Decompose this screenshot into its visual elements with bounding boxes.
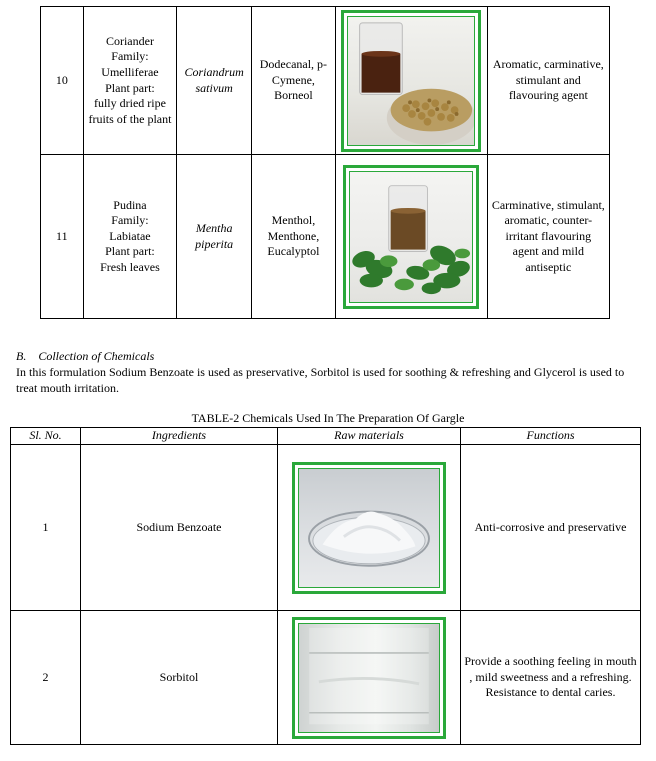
plant-line: Plant part:: [105, 244, 155, 259]
constituent-line: Borneol: [274, 88, 313, 103]
row-number: 11: [41, 155, 84, 319]
section-paragraph: In this formulation Sodium Benzoate is used as preservative, Sorbitol is used for soothing & refreshing and Glycerol is used to treat mouth irritation.: [16, 365, 625, 395]
use-line: agent and mild: [512, 244, 584, 259]
table-row: [11, 445, 641, 611]
function-line: , mild sweetness and a refreshing.: [469, 669, 632, 684]
table-header-row: [11, 428, 641, 445]
use-line: Carminative, stimulant,: [491, 197, 605, 212]
constituent-line: Dodecanal, p-: [259, 57, 328, 72]
table-row: [11, 611, 641, 745]
sorbitol-image: [299, 624, 439, 732]
bio-name-line: piperita: [195, 236, 234, 251]
bio-name-line: Mentha: [195, 220, 233, 235]
function-line: Anti-corrosive and preservative: [474, 519, 627, 534]
row-number: 10: [41, 7, 84, 155]
functions: [461, 611, 641, 745]
table-row: [41, 7, 610, 155]
image-cell: [335, 7, 487, 155]
use-line: antiseptic: [525, 259, 572, 274]
uses: [487, 155, 609, 319]
row-number: 1: [11, 445, 81, 611]
sorbitol-photo: [292, 617, 446, 739]
constituent-line: Eucalyptol: [267, 244, 320, 259]
use-line: stimulant and: [515, 72, 581, 87]
constituent-line: Menthone,: [267, 228, 320, 243]
plant-line: Plant part:: [105, 80, 155, 95]
sodium-benzoate-photo: [292, 462, 446, 594]
sodium-benzoate-image: [299, 469, 439, 587]
plant-info: [83, 155, 177, 319]
section-heading: B. Collection of Chemicals: [16, 349, 155, 363]
plant-line: fully dried ripe: [93, 96, 166, 111]
plant-line: Umelliferae: [101, 64, 159, 79]
use-line: Aromatic, carminative,: [492, 57, 604, 72]
mint-image: [350, 172, 472, 302]
plant-line: Fresh leaves: [100, 259, 160, 274]
plant-name: Coriander: [105, 33, 154, 48]
constituents: [252, 155, 336, 319]
ingredient: Sorbitol: [81, 611, 278, 745]
bio-name-line: sativum: [195, 80, 233, 95]
plants-table: [40, 6, 610, 319]
plant-line: Family:: [111, 49, 149, 64]
header-ingredients: Ingredients: [81, 428, 278, 445]
use-line: aromatic, counter-: [504, 213, 593, 228]
table-row: [41, 155, 610, 319]
bio-name-line: Coriandrum: [184, 64, 244, 79]
coriander-image: [348, 17, 474, 145]
use-line: irritant flavouring: [505, 228, 592, 243]
constituent-line: Menthol,: [271, 213, 316, 228]
plant-line: Family:: [111, 213, 149, 228]
plant-info: [83, 7, 177, 155]
row-number: 2: [11, 611, 81, 745]
constituents: [252, 7, 336, 155]
biological-name: [177, 155, 252, 319]
use-line: flavouring agent: [508, 88, 588, 103]
uses: [487, 7, 609, 155]
function-line: Provide a soothing feeling in mouth: [464, 654, 637, 669]
table-caption: TABLE-2 Chemicals Used In The Preparation Of Gargle: [191, 411, 465, 425]
plant-name: Pudina: [113, 197, 147, 212]
mint-photo: [343, 165, 479, 309]
chemicals-table: [10, 427, 641, 745]
coriander-photo: [341, 10, 481, 152]
image-cell: [278, 445, 461, 611]
constituent-line: Cymene,: [271, 72, 315, 87]
plant-line: fruits of the plant: [88, 111, 172, 126]
biological-name: [177, 7, 252, 155]
header-functions: Functions: [461, 428, 641, 445]
function-line: Resistance to dental caries.: [485, 685, 616, 700]
ingredient: Sodium Benzoate: [81, 445, 278, 611]
header-sl-no: Sl. No.: [11, 428, 81, 445]
image-cell: [335, 155, 487, 319]
functions: [461, 445, 641, 611]
image-cell: [278, 611, 461, 745]
plant-line: Labiatae: [109, 228, 151, 243]
header-raw-materials: Raw materials: [278, 428, 461, 445]
